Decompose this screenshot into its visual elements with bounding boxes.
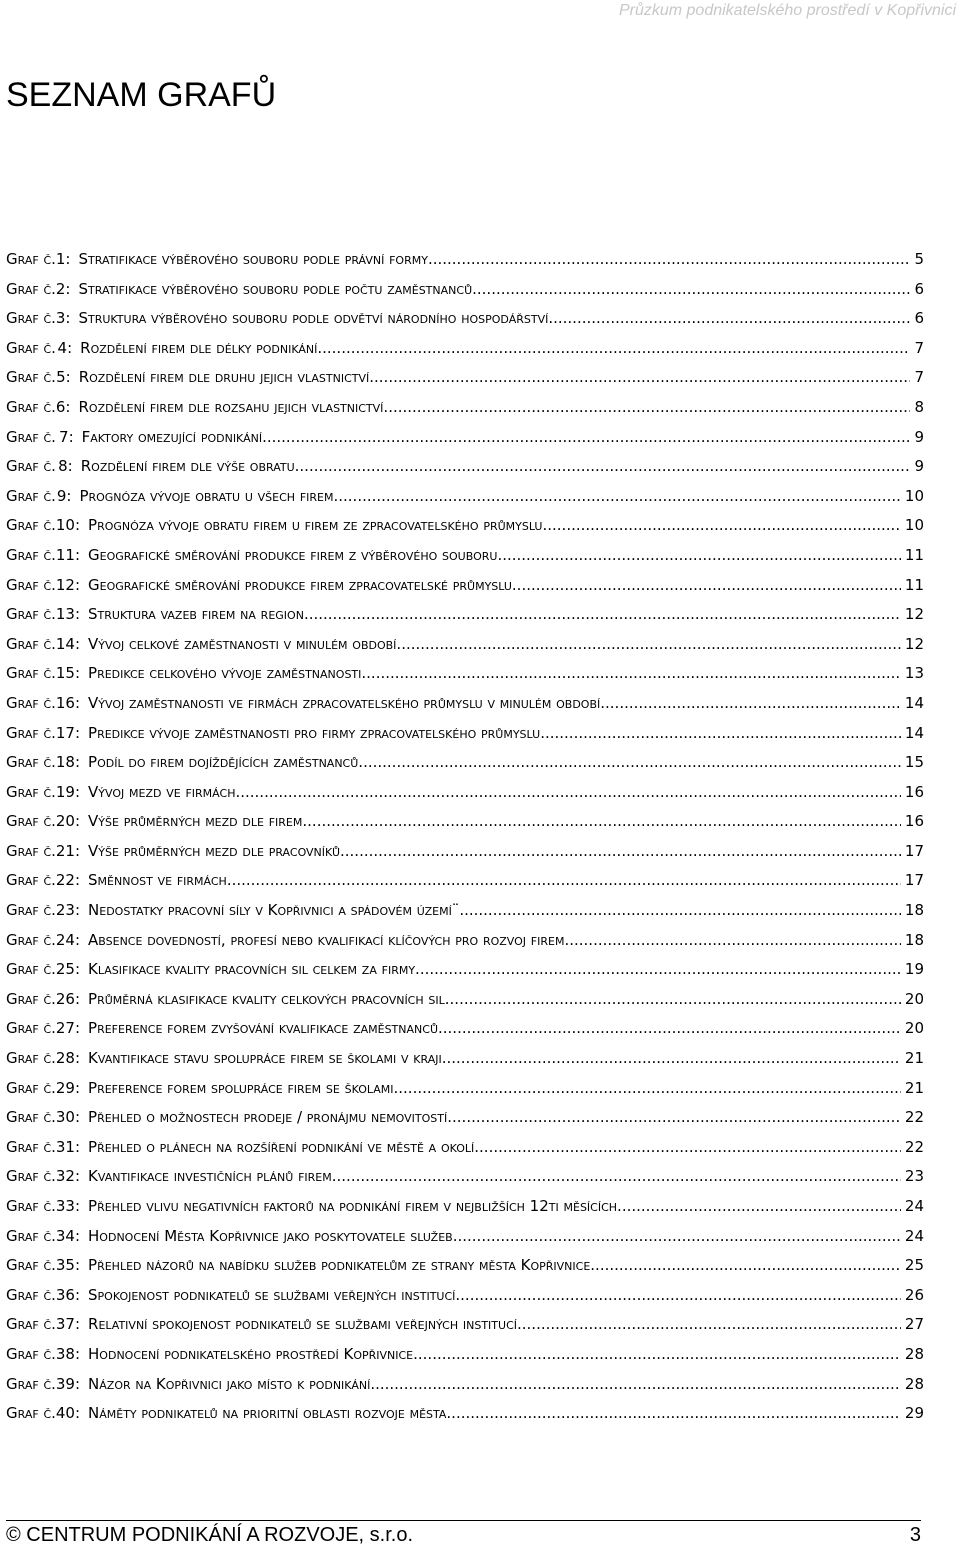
entry-label: Graf č.	[6, 1078, 56, 1097]
toc-entry[interactable]	[6, 635, 924, 665]
entry-label: Graf č.	[6, 1226, 56, 1245]
toc-entry[interactable]	[6, 901, 924, 931]
entry-number: 4:	[57, 338, 73, 357]
entry-title: Spokojenost podnikatelů se službami veřejných institucí	[88, 1285, 456, 1304]
toc-entry[interactable]	[6, 309, 924, 339]
entry-title: Stratifikace výběrového souboru podle počtu zaměstnanců	[78, 279, 473, 298]
dot-leader	[447, 1108, 901, 1126]
entry-label: Graf č.	[6, 1315, 56, 1334]
entry-page: 10	[904, 486, 924, 505]
entry-title: Absence dovedností, profesí nebo kvalifikací klíčových pro rozvoj firem	[88, 930, 565, 949]
entry-number: 25:	[55, 960, 81, 979]
dot-leader	[459, 901, 901, 919]
entry-title: Geografické směrování produkce firem zpracovatelské průmyslu	[88, 575, 512, 594]
toc-entry[interactable]	[6, 1345, 924, 1375]
toc-entry[interactable]	[6, 842, 924, 872]
entry-number: 37:	[55, 1315, 81, 1334]
entry-page: 14	[904, 723, 924, 742]
entry-title: Preference forem spolupráce firem se školami	[88, 1078, 394, 1097]
entry-title: Prognóza vývoje obratu firem u firem ze zpracovatelského průmyslu	[88, 516, 543, 535]
entry-number: 35:	[55, 1256, 81, 1275]
dot-leader	[442, 1049, 901, 1067]
entry-page: 13	[904, 664, 924, 683]
dot-leader	[446, 1404, 901, 1422]
entry-number: 8:	[58, 457, 73, 476]
dot-leader	[497, 546, 900, 564]
footer-divider	[6, 1520, 921, 1521]
entry-label: Graf č.	[6, 1285, 56, 1304]
entry-title: Relativní spokojenost podnikatelů se službami veřejných institucí	[88, 1315, 517, 1334]
entry-number: 24:	[55, 930, 81, 949]
entry-page: 9	[914, 457, 924, 476]
entry-label: Graf č.	[6, 901, 56, 920]
entry-number: 18:	[55, 753, 81, 772]
entry-label: Graf č.	[6, 753, 56, 772]
entry-page: 5	[914, 250, 924, 268]
entry-number: 17:	[55, 723, 81, 742]
toc-entry[interactable]	[6, 368, 924, 398]
entry-number: 40:	[55, 1404, 81, 1423]
dot-leader	[227, 871, 901, 889]
entry-label: Graf č.	[6, 930, 56, 949]
entry-page: 6	[914, 279, 924, 298]
entry-title: Výše průměrných mezd dle pracovníků	[88, 841, 340, 860]
entry-label: Graf č.	[6, 1256, 56, 1275]
entry-number: 1:	[55, 250, 71, 268]
entry-title: Směnnost ve firmách	[88, 871, 227, 890]
toc-entry[interactable]	[6, 753, 924, 783]
entry-number: 7:	[59, 427, 74, 446]
dot-leader	[317, 339, 910, 357]
entry-title: Výše průměrných mezd dle firem	[88, 812, 303, 831]
dot-leader	[453, 1227, 901, 1245]
entry-title: Predikce vývoje zaměstnanosti pro firmy zpracovatelského průmyslu	[88, 723, 541, 742]
entry-page: 26	[904, 1285, 924, 1304]
toc-entry[interactable]	[6, 871, 924, 901]
entry-title: Faktory omezující podnikání	[81, 427, 263, 446]
dot-leader	[333, 487, 900, 505]
toc-entry[interactable]	[6, 1167, 924, 1197]
dot-leader	[472, 280, 910, 298]
dot-leader	[617, 1197, 901, 1215]
entry-label: Graf č.	[6, 989, 56, 1008]
entry-number: 5:	[56, 368, 71, 387]
dot-leader	[369, 368, 910, 386]
dot-leader	[302, 812, 901, 830]
entry-number: 13:	[55, 605, 81, 624]
entry-page: 18	[904, 901, 924, 920]
entry-label: Graf č.	[6, 1108, 56, 1127]
toc-entry[interactable]	[6, 339, 924, 369]
toc-entry[interactable]	[6, 576, 924, 606]
entry-number: 31:	[55, 1137, 81, 1156]
dot-leader	[415, 960, 901, 978]
entry-page: 17	[904, 841, 924, 860]
toc-entry[interactable]	[6, 487, 924, 517]
toc-entry[interactable]	[6, 1108, 924, 1138]
entry-label: Graf č.	[6, 368, 56, 387]
dot-leader	[445, 990, 901, 1008]
entry-page: 8	[914, 397, 924, 416]
entry-label: Graf č.	[6, 1374, 56, 1393]
entry-number: 29:	[55, 1078, 81, 1097]
table-of-figures	[6, 250, 924, 1434]
entry-page: 18	[904, 930, 924, 949]
dot-leader	[295, 457, 911, 475]
entry-label: Graf č.	[6, 575, 56, 594]
entry-label: Graf č.	[6, 812, 56, 831]
entry-number: 33:	[55, 1197, 81, 1215]
entry-page: 21	[904, 1049, 924, 1068]
entry-label: Graf č.	[6, 664, 56, 683]
entry-page: 16	[904, 782, 924, 801]
dot-leader	[340, 842, 901, 860]
dot-leader	[358, 753, 901, 771]
entry-number: 6:	[55, 397, 71, 416]
entry-page: 20	[904, 1019, 924, 1038]
dot-leader	[540, 724, 901, 742]
dot-leader	[438, 1019, 901, 1037]
entry-number: 20:	[55, 812, 81, 831]
entry-title: Kvantifikace investičních plánů firem	[88, 1167, 332, 1186]
toc-entry[interactable]	[6, 812, 924, 842]
entry-title: Vývoj celkové zaměstnanosti v minulém období	[88, 634, 397, 653]
toc-entry[interactable]	[6, 1286, 924, 1316]
entry-title: Přehled o plánech na rozšíření podnikání ve městě a okolí	[88, 1137, 475, 1156]
entry-number: 3:	[55, 309, 71, 328]
entry-title: Geografické směrování produkce firem z výběrového souboru	[88, 545, 498, 564]
entry-number: 12:	[55, 575, 81, 594]
dot-leader	[564, 931, 900, 949]
toc-entry[interactable]	[6, 280, 924, 310]
entry-title: Predikce celkového vývoje zaměstnanosti	[88, 664, 362, 683]
footer-page-number: 3	[909, 1524, 921, 1546]
entry-label: Graf č.	[6, 605, 56, 624]
toc-entry[interactable]	[6, 1315, 924, 1345]
entry-page: 17	[904, 871, 924, 890]
entry-page: 11	[904, 545, 924, 564]
dot-leader	[304, 605, 901, 623]
entry-page: 7	[914, 338, 924, 357]
entry-number: 11:	[55, 545, 81, 564]
entry-label: Graf č.	[6, 1344, 56, 1363]
dot-leader	[600, 694, 901, 712]
entry-title: Rozdělení firem dle délky podnikání	[80, 338, 318, 357]
toc-entry[interactable]	[6, 1404, 924, 1434]
dot-leader	[542, 516, 900, 534]
entry-page: 28	[904, 1374, 924, 1393]
entry-number: 30:	[55, 1108, 81, 1127]
entry-number: 19:	[55, 782, 81, 801]
toc-entry[interactable]	[6, 1079, 924, 1109]
entry-title: Vývoj mezd ve firmách	[88, 782, 236, 801]
entry-title: Rozdělení firem dle druhu jejich vlastnictví	[78, 368, 370, 387]
toc-entry[interactable]	[6, 457, 924, 487]
entry-title: Podíl do firem dojíždějících zaměstnanců	[88, 753, 359, 772]
entry-label: Graf č.	[6, 486, 56, 505]
toc-entry[interactable]	[6, 783, 924, 813]
entry-number: 26:	[55, 989, 81, 1008]
entry-page: 12	[904, 605, 924, 624]
entry-label: Graf č.	[6, 960, 56, 979]
dot-leader	[332, 1167, 901, 1185]
toc-entry[interactable]	[6, 1256, 924, 1286]
dot-leader	[370, 1375, 901, 1393]
dot-leader	[413, 1345, 901, 1363]
entry-page: 27	[904, 1315, 924, 1334]
toc-entry[interactable]	[6, 1049, 924, 1079]
entry-title: Klasifikace kvality pracovních sil celkem za firmy	[88, 960, 416, 979]
toc-entry[interactable]	[6, 1138, 924, 1168]
entry-label: Graf č.	[6, 634, 56, 653]
entry-label: Graf č.	[6, 338, 56, 357]
running-header: Průzkum podnikatelského prostředí v Kopřivnici	[618, 2, 956, 19]
dot-leader	[394, 1079, 901, 1097]
entry-title: Názor na Kopřivnici jako místo k podnikání	[88, 1374, 371, 1393]
entry-label: Graf č.	[6, 545, 56, 564]
entry-label: Graf č.	[6, 782, 56, 801]
entry-page: 9	[914, 427, 924, 446]
entry-title: Přehled o možnostech prodeje / pronájmu nemovitostí	[88, 1108, 448, 1127]
entry-number: 16:	[55, 693, 81, 712]
toc-entry[interactable]	[6, 664, 924, 694]
entry-page: 23	[904, 1167, 924, 1186]
toc-entry[interactable]	[6, 398, 924, 428]
dot-leader	[455, 1286, 901, 1304]
page-footer	[6, 1524, 921, 1547]
entry-page: 24	[904, 1197, 924, 1215]
dot-leader	[428, 250, 911, 268]
entry-title: Nedostatky pracovní síly v Kopřivnici a spádovém území¨	[88, 901, 460, 920]
entry-label: Graf č.	[6, 693, 56, 712]
entry-title: Kvantifikace stavu spolupráce firem se školami v kraji	[88, 1049, 442, 1068]
dot-leader	[474, 1138, 901, 1156]
entry-label: Graf č.	[6, 841, 56, 860]
toc-entry[interactable]	[6, 1227, 924, 1257]
entry-title: Preference forem zvyšování kvalifikace zaměstnanců	[88, 1019, 438, 1038]
entry-number: 22:	[55, 871, 81, 890]
toc-entry[interactable]	[6, 960, 924, 990]
entry-title: Struktura vazeb firem na region	[88, 605, 304, 624]
toc-entry[interactable]	[6, 605, 924, 635]
entry-number: 15:	[55, 664, 81, 683]
dot-leader	[262, 428, 910, 446]
entry-page: 6	[914, 309, 924, 328]
entry-number: 27:	[55, 1019, 81, 1038]
toc-entry[interactable]	[6, 546, 924, 576]
entry-label: Graf č.	[6, 457, 56, 476]
entry-page: 21	[904, 1078, 924, 1097]
dot-leader	[512, 576, 901, 594]
entry-page: 12	[904, 634, 924, 653]
entry-label: Graf č.	[6, 1167, 56, 1186]
entry-label: Graf č.	[6, 279, 56, 298]
entry-number: 39:	[55, 1374, 81, 1393]
entry-page: 20	[904, 989, 924, 1008]
entry-number: 23:	[55, 901, 81, 920]
dot-leader	[383, 398, 910, 416]
entry-number: 34:	[55, 1226, 81, 1245]
entry-label: Graf č.	[6, 516, 56, 535]
entry-number: 36:	[55, 1285, 81, 1304]
dot-leader	[235, 783, 900, 801]
entry-label: Graf č.	[6, 1049, 56, 1068]
entry-title: Vývoj zaměstnanosti ve firmách zpracovatelského průmyslu v minulém období	[88, 693, 601, 712]
dot-leader	[396, 635, 900, 653]
entry-page: 22	[904, 1137, 924, 1156]
entry-title: Struktura výběrového souboru podle odvětví národního hospodářství	[78, 309, 549, 328]
toc-entry[interactable]	[6, 250, 924, 280]
toc-entry[interactable]	[6, 1019, 924, 1049]
dot-leader	[517, 1315, 901, 1333]
entry-label: Graf č.	[6, 397, 56, 416]
toc-entry[interactable]	[6, 516, 924, 546]
entry-title: Přehled vlivu negativních faktorů na podnikání firem v nejbližších 12ti měsících	[88, 1197, 618, 1215]
toc-entry[interactable]	[6, 428, 924, 458]
entry-page: 10	[904, 516, 924, 535]
entry-page: 28	[904, 1344, 924, 1363]
entry-label: Graf č.	[6, 427, 56, 446]
toc-entry[interactable]	[6, 931, 924, 961]
entry-label: Graf č.	[6, 1404, 56, 1423]
entry-number: 14:	[55, 634, 81, 653]
entry-title: Rozdělení firem dle rozsahu jejich vlastnictví	[78, 397, 384, 416]
entry-number: 2:	[55, 279, 71, 298]
entry-title: Hodnocení podnikatelského prostředí Kopřivnice	[88, 1344, 414, 1363]
entry-label: Graf č.	[6, 1197, 56, 1215]
entry-page: 24	[904, 1226, 924, 1245]
entry-label: Graf č.	[6, 723, 56, 742]
entry-page: 22	[904, 1108, 924, 1127]
entry-number: 10:	[55, 516, 81, 535]
entry-page: 11	[904, 575, 924, 594]
entry-label: Graf č.	[6, 309, 56, 328]
entry-page: 7	[914, 368, 924, 387]
entry-label: Graf č.	[6, 871, 56, 890]
entry-number: 38:	[55, 1344, 81, 1363]
entry-title: Průměrná klasifikace kvality celkových pracovních sil	[88, 989, 445, 1008]
entry-number: 28:	[55, 1049, 81, 1068]
entry-title: Hodnocení Města Kopřivnice jako poskytovatele služeb	[88, 1226, 453, 1245]
entry-title: Rozdělení firem dle výše obratu	[80, 457, 295, 476]
page-title: SEZNAM GRAFŮ	[6, 76, 277, 114]
dot-leader	[548, 309, 910, 327]
entry-page: 19	[904, 960, 924, 979]
entry-title: Přehled názorů na nabídku služeb podnikatelům ze strany města Kopřivnice	[88, 1256, 591, 1275]
toc-entry[interactable]	[6, 990, 924, 1020]
entry-title: Stratifikace výběrového souboru podle právní formy	[78, 250, 428, 268]
entry-page: 15	[904, 753, 924, 772]
toc-entry[interactable]	[6, 1197, 924, 1227]
toc-entry[interactable]	[6, 724, 924, 754]
entry-page: 16	[904, 812, 924, 831]
entry-number: 32:	[55, 1167, 81, 1186]
dot-leader	[361, 664, 901, 682]
entry-page: 14	[904, 693, 924, 712]
entry-number: 21:	[55, 841, 81, 860]
entry-label: Graf č.	[6, 1137, 56, 1156]
entry-title: Prognóza vývoje obratu u všech firem	[79, 486, 334, 505]
entry-label: Graf č.	[6, 250, 56, 268]
entry-number: 9:	[56, 486, 72, 505]
toc-entry[interactable]	[6, 694, 924, 724]
entry-page: 25	[904, 1256, 924, 1275]
entry-page: 29	[904, 1404, 924, 1423]
footer-copyright: © CENTRUM PODNIKÁNÍ A ROZVOJE, s.r.o.	[6, 1524, 414, 1546]
toc-entry[interactable]	[6, 1375, 924, 1405]
dot-leader	[590, 1256, 901, 1274]
entry-label: Graf č.	[6, 1019, 56, 1038]
entry-title: Náměty podnikatelů na prioritní oblasti rozvoje města	[88, 1404, 447, 1423]
